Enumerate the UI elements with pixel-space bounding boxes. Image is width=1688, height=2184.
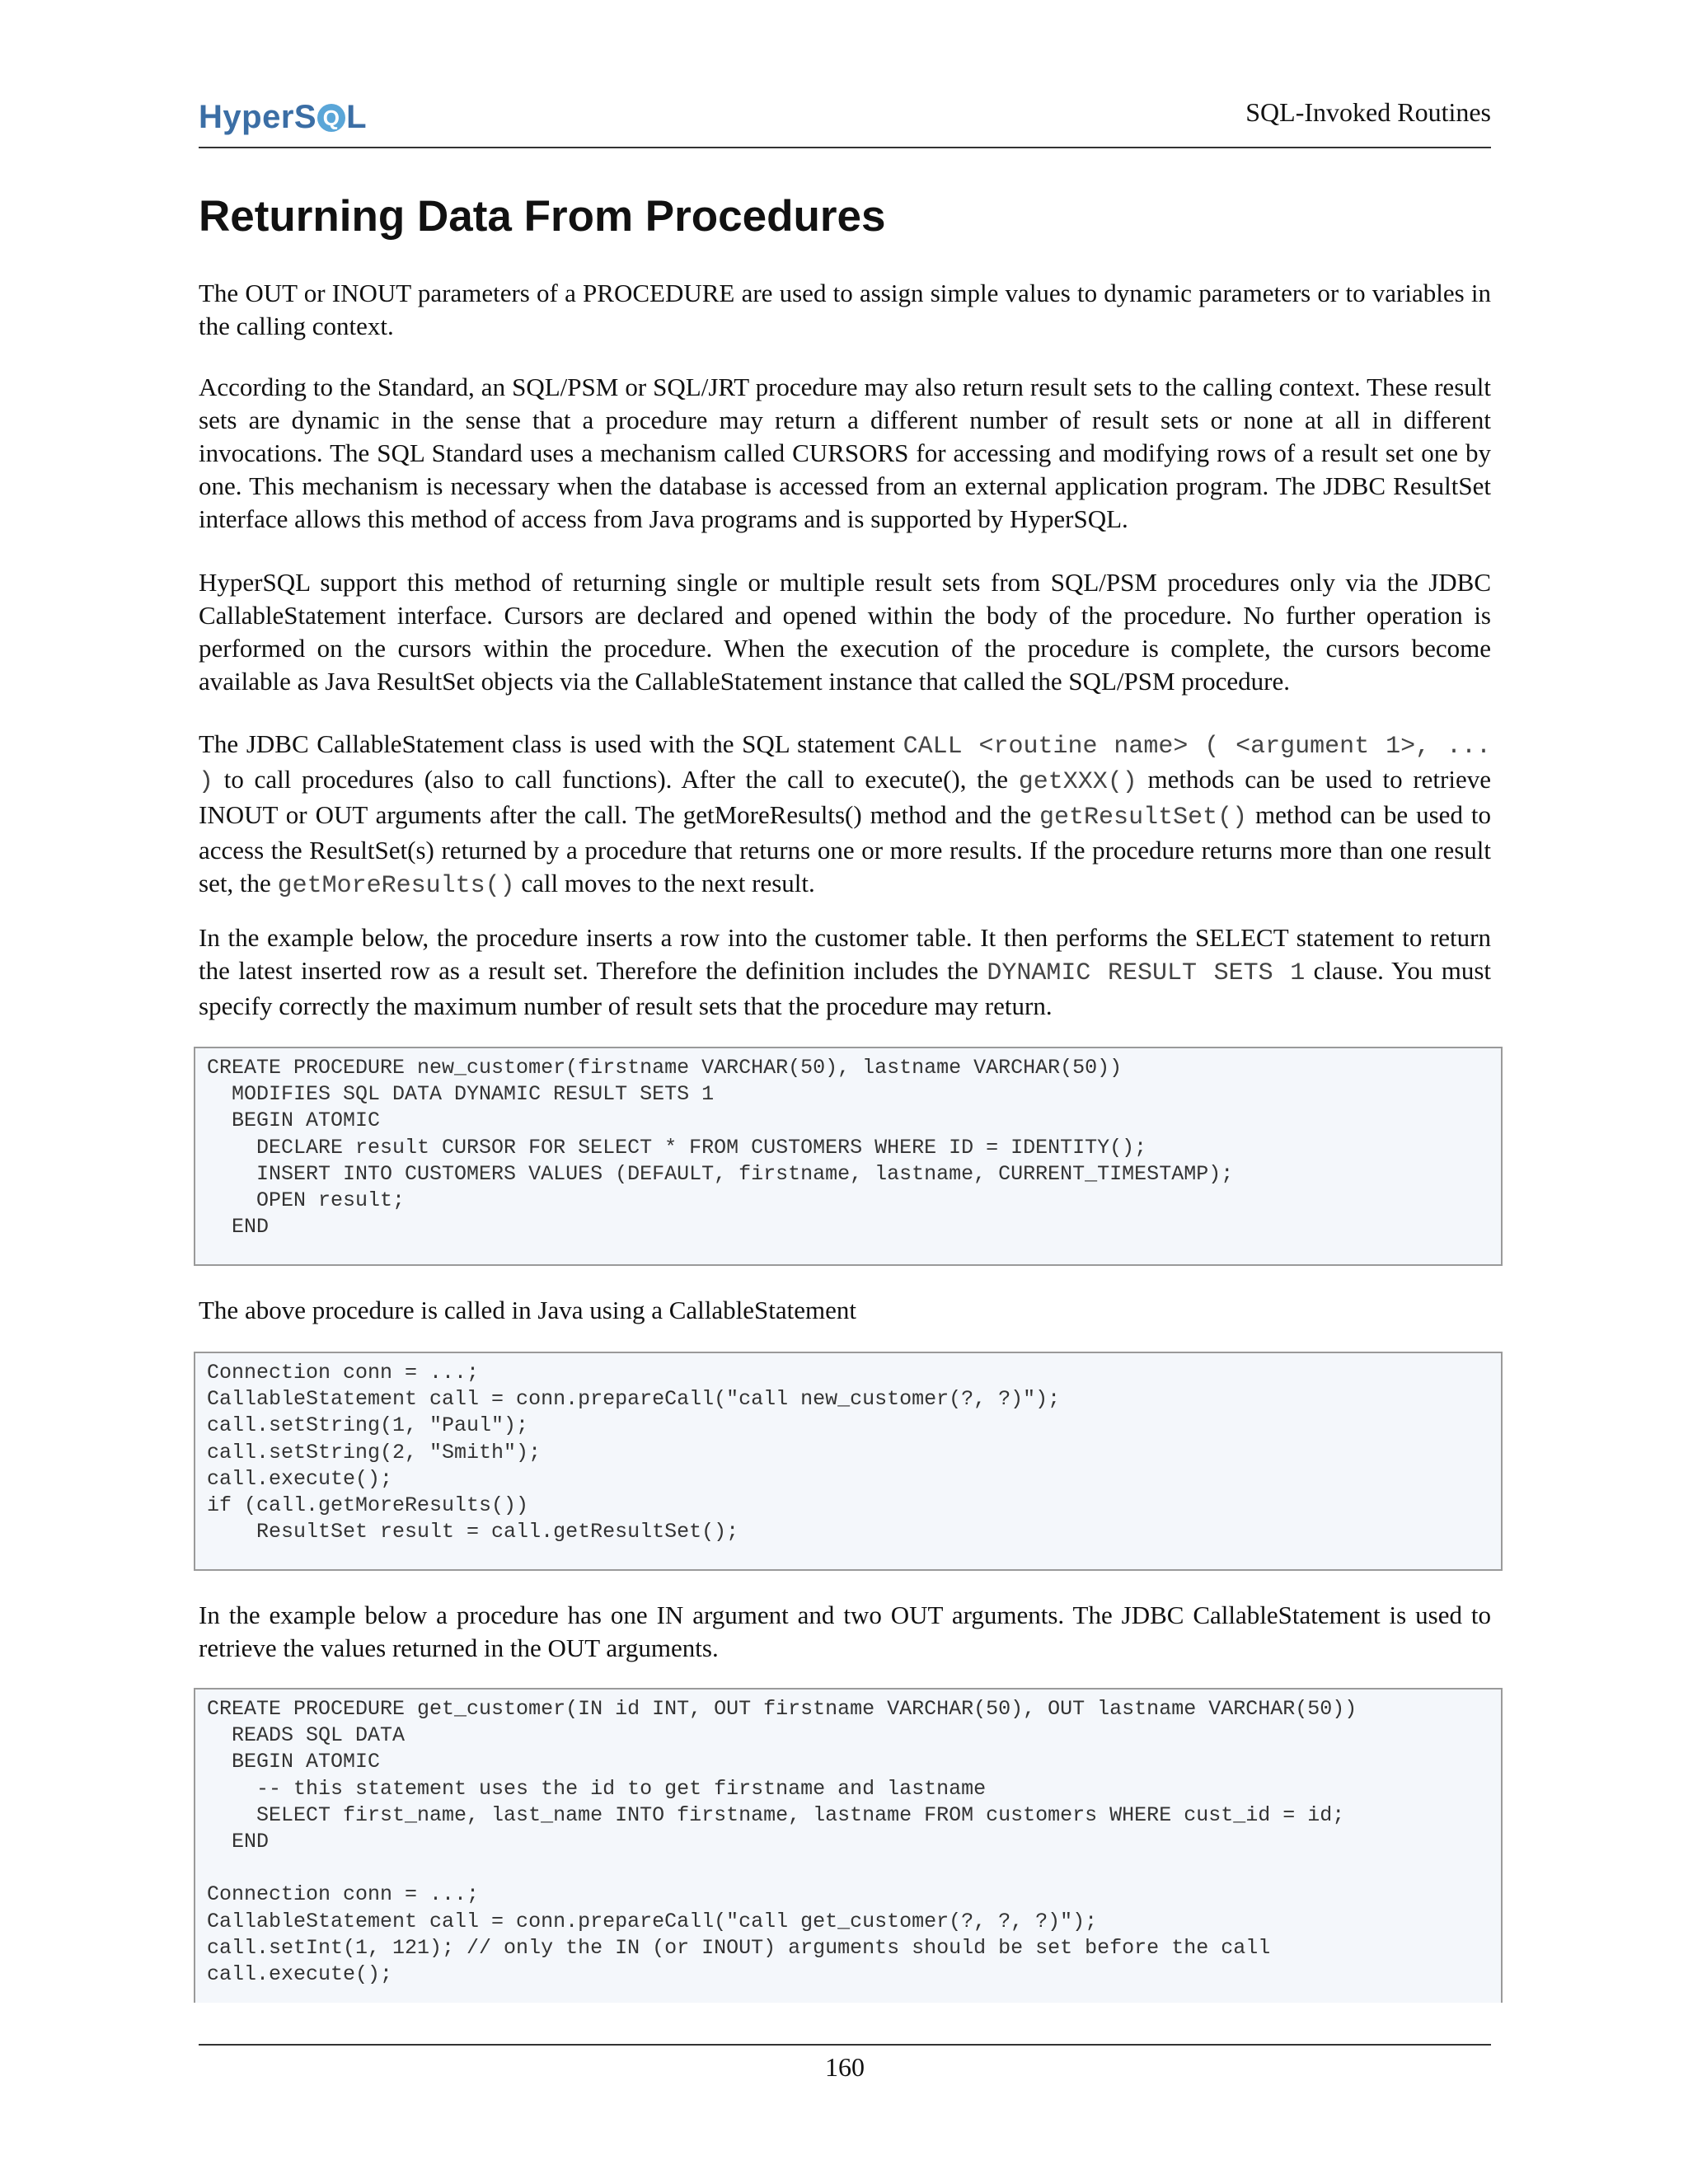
code-block-java-call-new-customer — [194, 1352, 1503, 1571]
p5-text-2: clause. You must specify correctly the maximum number of result sets that the procedure may return. — [199, 956, 1491, 1020]
paragraph-in-out-arguments: In the example below a procedure has one IN argument and two OUT arguments. The JDBC CallableStatement is used to retrieve the values returned in the OUT arguments. — [199, 1601, 1491, 1662]
p4-text-4: method can be used to access the ResultSet(s) returned by a procedure that returns one or more results. If the procedure returns more than one result set, the — [199, 800, 1491, 898]
p4-text-5: call moves to the next result. — [514, 869, 815, 898]
p4-text-2: to call procedures (also to call functions). After the call to execute(), the — [213, 765, 1019, 794]
p4-text-3: methods can be used to retrieve INOUT or OUT arguments after the call. The getMoreResults() method and the — [199, 765, 1491, 829]
code-block-new-customer-procedure — [194, 1047, 1503, 1266]
code-text: Connection conn = ...; CallableStatement call = conn.prepareCall("call new_customer(?, ?)"); call.setString(1, "Paul"); call.setString(2, "Smith"); call.execute(); if (call.getMoreResults()) ResultSet result = call.getResultSet(); — [207, 1361, 1061, 1544]
running-title: SQL-Invoked Routines — [1245, 97, 1491, 127]
paragraph-hypersql-support: HyperSQL support this method of returning single or multiple result sets from SQL/PSM procedures only via the JDBC CallableStatement interface. Cursors are declared and opened within the body of the procedure. No further operation is performed on the cursors within the procedure. When the execution of the procedure is complete, the cursors become available as Java ResultSet objects via the CallableStatement instance that called the SQL/PSM procedure. — [199, 568, 1491, 696]
inline-code-call-syntax: CALL <routine name> ( <argument 1>, ... ) — [199, 733, 1491, 796]
code-block-get-customer-procedure — [194, 1688, 1503, 2003]
inline-code-dynamic-result-sets: DYNAMIC RESULT SETS 1 — [987, 959, 1306, 987]
page-header — [199, 91, 1491, 148]
code-text: CREATE PROCEDURE get_customer(IN id INT, OUT firstname VARCHAR(50), OUT lastname VARCHAR(50)) READS SQL DATA BEGIN ATOMIC -- this statement uses the id to get firstname and lastname SELECT first_name, last_name INTO firstname, lastname FROM customers WHERE cust_id = id; END Connection conn = ...; CallableStatement call = conn.prepareCall("call get_customer(?, ?, ?)"); call.setInt(1, 121); // only the IN (or INOUT) arguments should be set before the call call.execute(); — [207, 1697, 1357, 1987]
paragraph-standard-result-sets: According to the Standard, an SQL/PSM or SQL/JRT procedure may also return result sets to the calling context. These result sets are dynamic in the sense that a procedure may return a different number of result sets or none at all in different invocations. The SQL Standard uses a mechanism called CURSORS for accessing and modifying rows of a result set one by one. This mechanism is necessary when the database is accessed from an external application program. The JDBC ResultSet interface allows this method of access from Java programs and is supported by HyperSQL. — [199, 373, 1491, 533]
inline-code-getresultset: getResultSet() — [1039, 804, 1248, 832]
paragraph-example-insert — [199, 921, 1491, 1023]
inline-code-getxxx: getXXX() — [1018, 768, 1137, 796]
inline-code-getmoreresults: getMoreResults() — [277, 872, 515, 900]
paragraph-callable-statement — [199, 728, 1491, 902]
hypersql-logo: Hyper S Q L — [199, 99, 368, 135]
page-footer — [199, 2044, 1491, 2082]
paragraph-called-in-java: The above procedure is called in Java using a CallableStatement — [199, 1296, 856, 1324]
p5-text-1: In the example below, the procedure inserts a row into the customer table. It then performs the SELECT statement to return the latest inserted row as a result set. Therefore the definition includes the — [199, 923, 1491, 985]
section-title: Returning Data From Procedures — [199, 192, 886, 241]
paragraph-out-inout: The OUT or INOUT parameters of a PROCEDURE are used to assign simple values to dynamic parameters or to variables in the calling context. — [199, 279, 1491, 340]
p4-text-1: The JDBC CallableStatement class is used with the SQL statement — [199, 729, 903, 758]
code-text: CREATE PROCEDURE new_customer(firstname VARCHAR(50), lastname VARCHAR(50)) MODIFIES SQL DATA DYNAMIC RESULT SETS 1 BEGIN ATOMIC DECLARE result CURSOR FOR SELECT * FROM CUSTOMERS WHERE ID = IDENTITY(); INSERT INTO CUSTOMERS VALUES (DEFAULT, firstname, lastname, CURRENT_TIMESTAMP); OPEN result; END — [207, 1056, 1234, 1240]
page-number: 160 — [825, 2052, 865, 2082]
